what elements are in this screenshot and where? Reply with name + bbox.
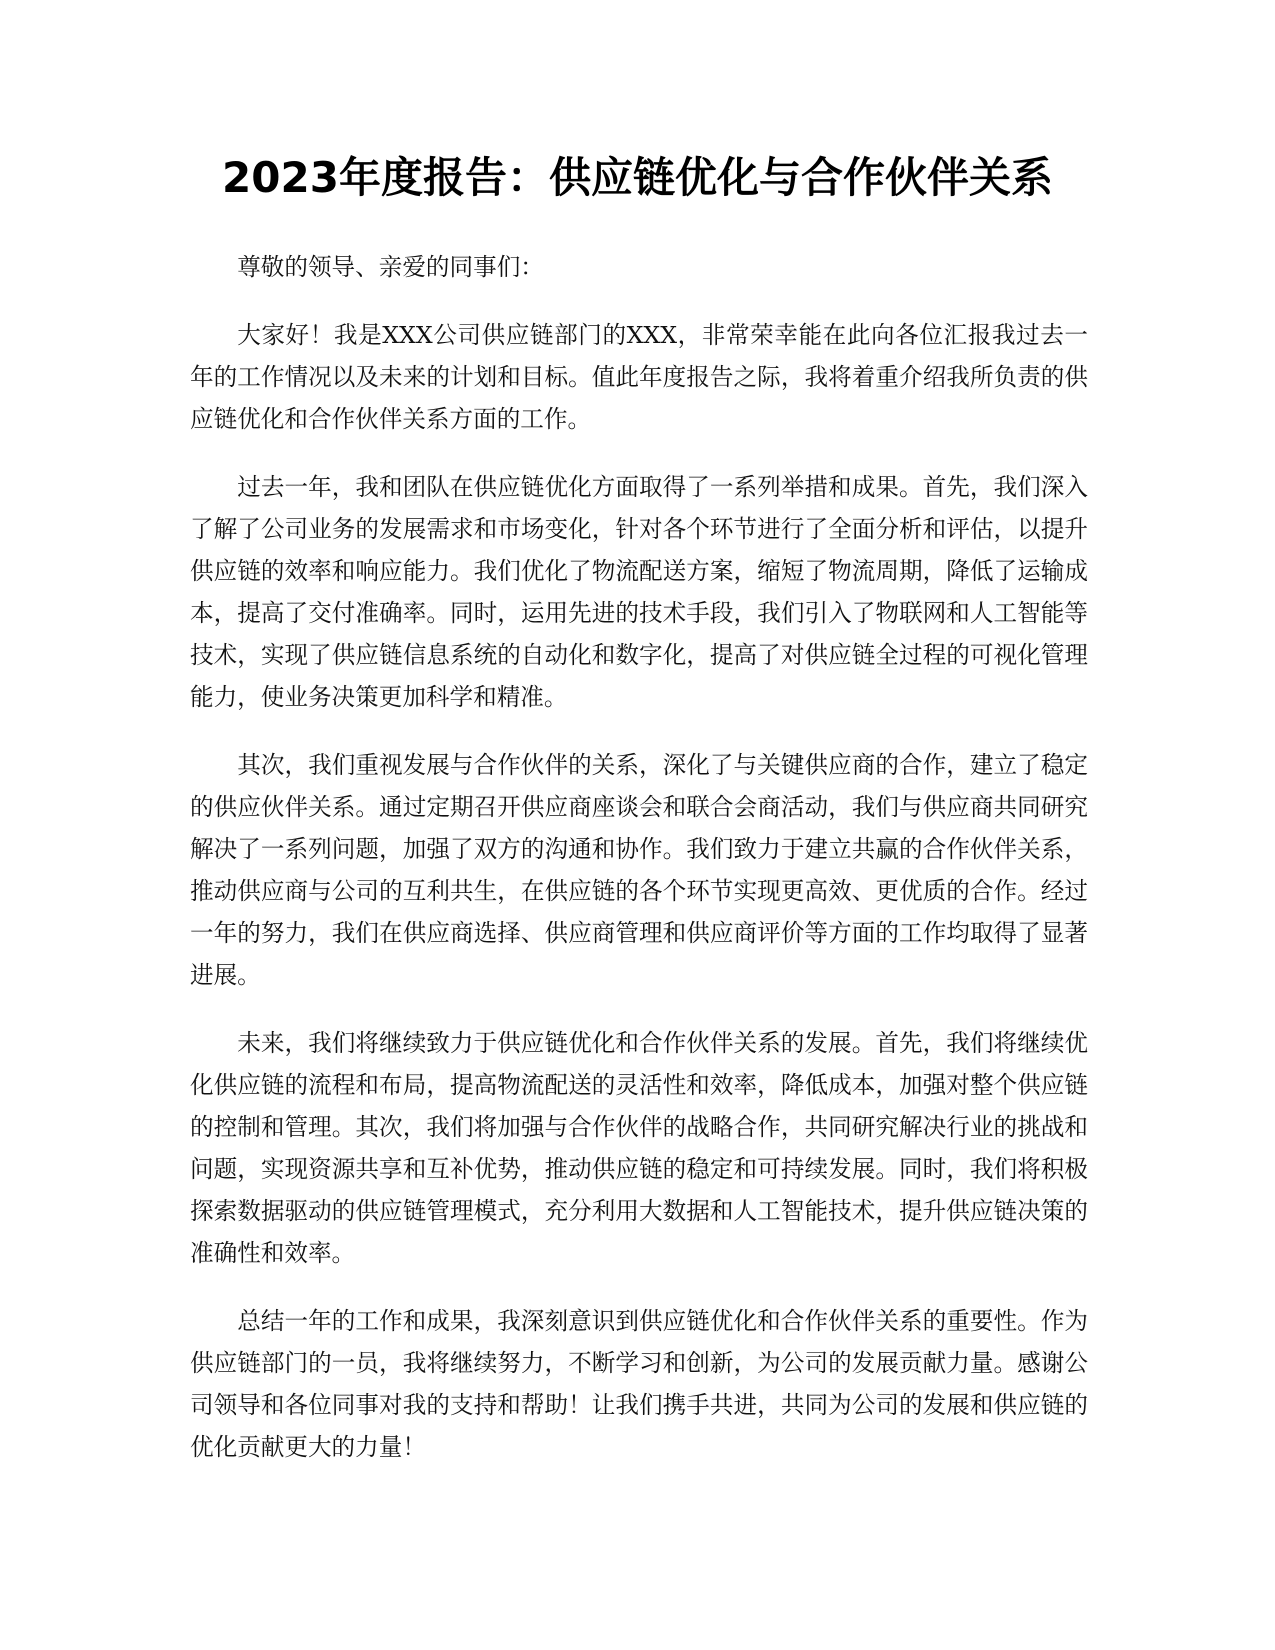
paragraph-future-plans: 未来，我们将继续致力于供应链优化和合作伙伴关系的发展。首先，我们将继续优化供应链的流程和布局，提高物流配送的灵活性和效率，降低成本，加强对整个供应链的控制和管理。其次，我们将加强与合作伙伴的战略合作，共同研究解决行业的挑战和问题，实现资源共享和互补优势，推动供应链的稳定和可持续发展。同时，我们将积极探索数据驱动的供应链管理模式，充分利用大数据和人工智能技术，提升供应链决策的准确性和效率。	[190, 1029, 1088, 1267]
paragraph-conclusion: 总结一年的工作和成果，我深刻意识到供应链优化和合作伙伴关系的重要性。作为供应链部门的一员，我将继续努力，不断学习和创新，为公司的发展贡献力量。感谢公司领导和各位同事对我的支持和帮助！让我们携手共进，共同为公司的发展和供应链的优化贡献更大的力量！	[190, 1307, 1088, 1461]
paragraph-introduction: 大家好！我是XXX公司供应链部门的XXX，非常荣幸能在此向各位汇报我过去一年的工作情况以及未来的计划和目标。值此年度报告之际，我将着重介绍我所负责的供应链优化和合作伙伴关系方面的工作。	[190, 321, 1088, 433]
paragraph-optimization-results: 过去一年，我和团队在供应链优化方面取得了一系列举措和成果。首先，我们深入了解了公司业务的发展需求和市场变化，针对各个环节进行了全面分析和评估，以提升供应链的效率和响应能力。我们优化了物流配送方案，缩短了物流周期，降低了运输成本，提高了交付准确率。同时，运用先进的技术手段，我们引入了物联网和人工智能等技术，实现了供应链信息系统的自动化和数字化，提高了对供应链全过程的可视化管理能力，使业务决策更加科学和精准。	[190, 473, 1088, 711]
salutation: 尊敬的领导、亲爱的同事们：	[237, 253, 544, 281]
document-title: 2023年度报告：供应链优化与合作伙伴关系	[222, 153, 1053, 202]
document-body	[190, 246, 1088, 1494]
paragraph-partner-relations: 其次，我们重视发展与合作伙伴的关系，深化了与关键供应商的合作，建立了稳定的供应伙伴关系。通过定期召开供应商座谈会和联合会商活动，我们与供应商共同研究解决了一系列问题，加强了双方的沟通和协作。我们致力于建立共赢的合作伙伴关系，推动供应商与公司的互利共生，在供应链的各个环节实现更高效、更优质的合作。经过一年的努力，我们在供应商选择、供应商管理和供应商评价等方面的工作均取得了显著进展。	[190, 751, 1088, 989]
